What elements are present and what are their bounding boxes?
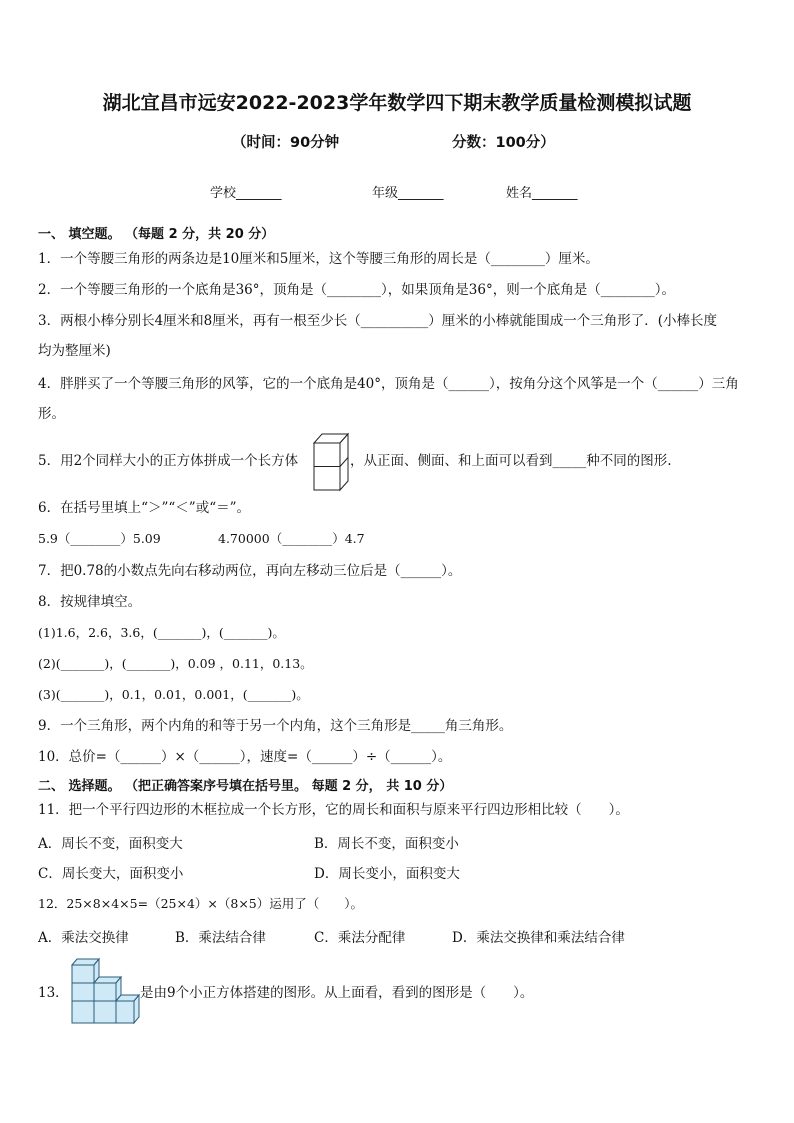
- question-8-part-1: (1)1.6，2.6，3.6，(_______)，(_______)。: [38, 625, 285, 640]
- question-12-option-c: C．乘法分配律: [314, 930, 406, 946]
- question-13-text: 是由9个小正方体搭建的图形。从上面看，看到的图形是（ ）。: [140, 985, 534, 1001]
- question-8-part-2: (2)(_______)，(_______)，0.09 ，0.11，0.13。: [38, 656, 313, 671]
- question-11-option-c: C．周长变大，面积变小: [38, 866, 184, 882]
- question-6-item-b: 4.70000（________）4.7: [218, 531, 365, 546]
- grade-field: 年级_______: [372, 186, 444, 201]
- question-8: 8．按规律填空。: [38, 594, 142, 610]
- question-10: 10．总价=（______）×（______），速度=（______）÷（______）。: [38, 749, 452, 765]
- score-label: 分数：100分）: [452, 135, 555, 151]
- name-field: 姓名_______: [506, 186, 578, 201]
- question-11-option-b: B．周长不变，面积变小: [314, 836, 459, 852]
- question-5-part2: ，从正面、侧面、和上面可以看到_____种不同的图形.: [350, 453, 672, 469]
- question-11-option-d: D．周长变小，面积变大: [314, 866, 460, 882]
- question-2: 2．一个等腰三角形的一个底角是36°，顶角是（________），如果顶角是36°，则一个底角是（________）。: [38, 282, 675, 298]
- question-3-line1: 3．两根小棒分别长4厘米和8厘米，再有一根至少长（__________）厘米的小棒就能围成一个三角形了．(小棒长度: [38, 313, 718, 329]
- question-7: 7．把0.78的小数点先向右移动两位，再向左移动三位后是（______）。: [38, 563, 462, 579]
- cuboid-figure: [312, 431, 350, 493]
- question-13-number: 13．: [38, 985, 69, 1001]
- question-12-option-a: A．乘法交换律: [38, 930, 129, 946]
- question-5-part1: 5．用2个同样大小的正方体拼成一个长方体: [38, 453, 299, 469]
- question-6-item-a: 5.9（________）5.09: [38, 531, 161, 546]
- question-12-option-b: B．乘法结合律: [175, 930, 266, 946]
- time-label: （时间：90分钟: [232, 135, 340, 151]
- school-field: 学校_______: [210, 186, 282, 201]
- section-2-heading: 二、 选择题。 （把正确答案序号填在括号里。 每题 2 分， 共 10 分）: [38, 779, 453, 794]
- question-8-part-3: (3)(_______)，0.1，0.01，0.001，(_______)。: [38, 687, 309, 702]
- question-4-line1: 4．胖胖买了一个等腰三角形的风筝，它的一个底角是40°，顶角是（______），按角分这个风筝是一个（______）三角: [38, 376, 739, 392]
- cube-stack-figure: [68, 957, 140, 1025]
- exam-title: 湖北宜昌市远安2022-2023学年数学四下期末教学质量检测模拟试题: [102, 92, 692, 114]
- question-1: 1．一个等腰三角形的两条边是10厘米和5厘米，这个等腰三角形的周长是（________）厘米。: [38, 251, 599, 267]
- question-9: 9．一个三角形，两个内角的和等于另一个内角，这个三角形是_____角三角形。: [38, 718, 513, 734]
- question-4-line2: 形。: [38, 406, 65, 422]
- section-1-heading: 一、 填空题。 （每题 2 分，共 20 分）: [38, 227, 275, 242]
- question-3-line2: 均为整厘米): [38, 343, 111, 359]
- question-11-option-a: A．周长不变，面积变大: [38, 836, 183, 852]
- question-6: 6．在括号里填上“＞”“＜”或“＝”。: [38, 500, 250, 516]
- question-12: 12．25×8×4×5=（25×4）×（8×5）运用了（ ）。: [38, 896, 364, 911]
- question-11: 11．把一个平行四边形的木框拉成一个长方形，它的周长和面积与原来平行四边形相比较（ ）。: [38, 802, 629, 818]
- question-12-option-d: D．乘法交换律和乘法结合律: [452, 930, 625, 946]
